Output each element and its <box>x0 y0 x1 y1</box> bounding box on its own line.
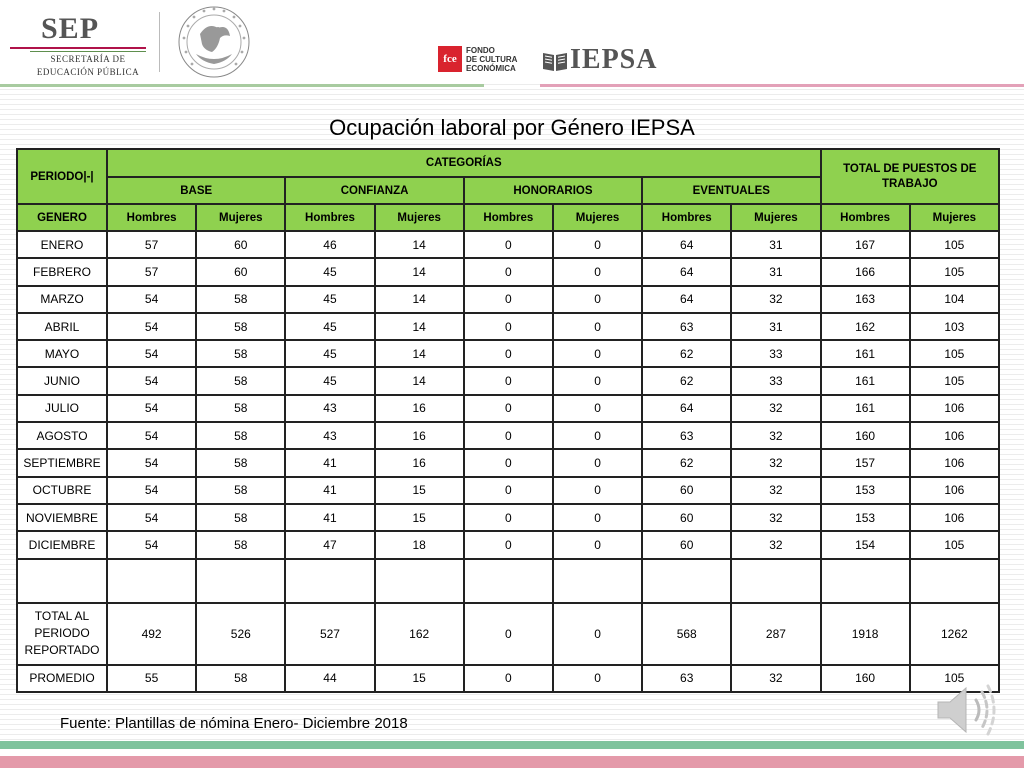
value-cell: 0 <box>553 449 642 476</box>
period-cell: JULIO <box>17 395 107 422</box>
table-row <box>17 477 999 504</box>
value-cell: 62 <box>642 449 731 476</box>
value-cell: 58 <box>196 367 285 394</box>
fce-line3: ECONÓMICA <box>466 64 516 73</box>
value-cell: 0 <box>553 286 642 313</box>
total-cell: 0 <box>464 603 553 665</box>
category-header: CONFIANZA <box>285 177 463 204</box>
period-cell: JUNIO <box>17 367 107 394</box>
value-cell: 15 <box>375 504 464 531</box>
category-header: BASE <box>107 177 285 204</box>
table-row <box>17 504 999 531</box>
total-cell: 527 <box>285 603 374 665</box>
value-cell: 0 <box>553 313 642 340</box>
speaker-icon[interactable] <box>934 680 1000 740</box>
value-cell: 45 <box>285 367 374 394</box>
employment-table <box>16 148 1000 693</box>
total-row <box>17 603 999 665</box>
value-cell: 58 <box>196 531 285 558</box>
value-cell: 106 <box>910 504 999 531</box>
value-cell: 0 <box>464 286 553 313</box>
value-cell: 160 <box>821 422 910 449</box>
value-cell: 162 <box>821 313 910 340</box>
value-cell: 0 <box>464 395 553 422</box>
table-row <box>17 449 999 476</box>
value-cell: 0 <box>464 231 553 258</box>
header-bar <box>0 0 1024 84</box>
empty-cell <box>553 559 642 603</box>
table-row <box>17 340 999 367</box>
value-cell: 105 <box>910 367 999 394</box>
gender-column-header: Mujeres <box>375 204 464 231</box>
value-cell: 0 <box>553 258 642 285</box>
iepsa-logo-text: IEPSA <box>570 44 658 75</box>
value-cell: 14 <box>375 286 464 313</box>
value-cell: 105 <box>910 531 999 558</box>
gender-column-header: Hombres <box>285 204 374 231</box>
value-cell: 41 <box>285 449 374 476</box>
empty-cell <box>375 559 464 603</box>
value-cell: 32 <box>731 504 820 531</box>
value-cell: 54 <box>107 531 196 558</box>
period-cell: MARZO <box>17 286 107 313</box>
promedio-cell: 55 <box>107 665 196 692</box>
value-cell: 33 <box>731 340 820 367</box>
table-row <box>17 313 999 340</box>
value-cell: 64 <box>642 395 731 422</box>
value-cell: 14 <box>375 340 464 367</box>
total-label: TOTAL AL PERIODO REPORTADO <box>17 603 107 665</box>
mexican-national-seal-icon <box>174 4 254 80</box>
total-cell: 492 <box>107 603 196 665</box>
value-cell: 0 <box>553 367 642 394</box>
value-cell: 45 <box>285 286 374 313</box>
value-cell: 0 <box>553 395 642 422</box>
total-cell: 1918 <box>821 603 910 665</box>
value-cell: 58 <box>196 504 285 531</box>
fce-line2: DE CULTURA <box>466 55 518 64</box>
value-cell: 54 <box>107 477 196 504</box>
source-note: Fuente: Plantillas de nómina Enero- Diciembre 2018 <box>60 715 408 732</box>
promedio-cell: 32 <box>731 665 820 692</box>
open-book-icon <box>542 50 568 72</box>
value-cell: 31 <box>731 313 820 340</box>
gender-column-header: Mujeres <box>731 204 820 231</box>
value-cell: 0 <box>553 504 642 531</box>
value-cell: 161 <box>821 367 910 394</box>
category-header: EVENTUALES <box>642 177 820 204</box>
sep-logo-rule-green <box>30 51 146 52</box>
empty-cell <box>17 559 107 603</box>
value-cell: 32 <box>731 531 820 558</box>
value-cell: 43 <box>285 395 374 422</box>
period-cell: ENERO <box>17 231 107 258</box>
value-cell: 166 <box>821 258 910 285</box>
value-cell: 16 <box>375 449 464 476</box>
sep-logo-title: SEP <box>41 12 100 45</box>
value-cell: 58 <box>196 395 285 422</box>
value-cell: 57 <box>107 231 196 258</box>
value-cell: 18 <box>375 531 464 558</box>
header-line-green <box>0 84 484 87</box>
table-row <box>17 231 999 258</box>
value-cell: 46 <box>285 231 374 258</box>
categorias-header: CATEGORÍAS <box>107 149 821 177</box>
empty-cell <box>642 559 731 603</box>
gender-column-header: Mujeres <box>910 204 999 231</box>
period-cell: ABRIL <box>17 313 107 340</box>
value-cell: 32 <box>731 395 820 422</box>
total-cell: 1262 <box>910 603 999 665</box>
value-cell: 103 <box>910 313 999 340</box>
value-cell: 41 <box>285 504 374 531</box>
period-cell: OCTUBRE <box>17 477 107 504</box>
total-cell: 0 <box>553 603 642 665</box>
empty-cell <box>196 559 285 603</box>
fce-logo-text <box>466 46 517 73</box>
promedio-cell: 44 <box>285 665 374 692</box>
value-cell: 0 <box>464 367 553 394</box>
period-cell: NOVIEMBRE <box>17 504 107 531</box>
total-header: TOTAL DE PUESTOS DE TRABAJO <box>821 149 1000 204</box>
value-cell: 0 <box>464 313 553 340</box>
value-cell: 163 <box>821 286 910 313</box>
period-cell: DICIEMBRE <box>17 531 107 558</box>
value-cell: 31 <box>731 231 820 258</box>
value-cell: 14 <box>375 258 464 285</box>
value-cell: 16 <box>375 395 464 422</box>
value-cell: 60 <box>642 477 731 504</box>
value-cell: 0 <box>464 449 553 476</box>
value-cell: 161 <box>821 395 910 422</box>
sep-subtitle-line1: SECRETARÍA DE <box>50 54 126 64</box>
value-cell: 45 <box>285 258 374 285</box>
value-cell: 43 <box>285 422 374 449</box>
table-header-row <box>17 149 999 177</box>
value-cell: 33 <box>731 367 820 394</box>
value-cell: 14 <box>375 367 464 394</box>
promedio-cell: 63 <box>642 665 731 692</box>
empty-cell <box>910 559 999 603</box>
value-cell: 54 <box>107 340 196 367</box>
period-cell: SEPTIEMBRE <box>17 449 107 476</box>
value-cell: 32 <box>731 286 820 313</box>
table-row <box>17 367 999 394</box>
period-cell: FEBRERO <box>17 258 107 285</box>
value-cell: 62 <box>642 340 731 367</box>
value-cell: 54 <box>107 504 196 531</box>
gender-column-header: Mujeres <box>196 204 285 231</box>
value-cell: 105 <box>910 340 999 367</box>
value-cell: 105 <box>910 258 999 285</box>
value-cell: 57 <box>107 258 196 285</box>
value-cell: 60 <box>642 531 731 558</box>
value-cell: 62 <box>642 367 731 394</box>
empty-cell <box>731 559 820 603</box>
period-cell: AGOSTO <box>17 422 107 449</box>
gender-column-header: Hombres <box>107 204 196 231</box>
table-row <box>17 422 999 449</box>
value-cell: 63 <box>642 313 731 340</box>
value-cell: 0 <box>464 258 553 285</box>
promedio-cell: 160 <box>821 665 910 692</box>
empty-row <box>17 559 999 603</box>
value-cell: 106 <box>910 395 999 422</box>
genero-header: GENERO <box>17 204 107 231</box>
value-cell: 106 <box>910 477 999 504</box>
sep-logo-subtitle <box>28 53 148 79</box>
table-row <box>17 286 999 313</box>
sep-subtitle-line2: EDUCACIÓN PÚBLICA <box>36 67 140 77</box>
value-cell: 0 <box>464 422 553 449</box>
iepsa-logo <box>542 44 662 76</box>
value-cell: 60 <box>642 504 731 531</box>
value-cell: 54 <box>107 313 196 340</box>
total-cell: 526 <box>196 603 285 665</box>
value-cell: 32 <box>731 422 820 449</box>
promedio-cell: 15 <box>375 665 464 692</box>
value-cell: 64 <box>642 286 731 313</box>
value-cell: 106 <box>910 449 999 476</box>
value-cell: 47 <box>285 531 374 558</box>
value-cell: 0 <box>553 477 642 504</box>
value-cell: 54 <box>107 286 196 313</box>
total-cell: 162 <box>375 603 464 665</box>
value-cell: 58 <box>196 449 285 476</box>
value-cell: 104 <box>910 286 999 313</box>
value-cell: 60 <box>196 231 285 258</box>
period-cell: MAYO <box>17 340 107 367</box>
value-cell: 60 <box>196 258 285 285</box>
total-cell: 568 <box>642 603 731 665</box>
header-divider <box>159 12 160 72</box>
fce-line1: FONDO <box>466 46 495 55</box>
value-cell: 14 <box>375 231 464 258</box>
value-cell: 58 <box>196 286 285 313</box>
value-cell: 41 <box>285 477 374 504</box>
value-cell: 54 <box>107 395 196 422</box>
value-cell: 153 <box>821 504 910 531</box>
value-cell: 0 <box>464 504 553 531</box>
value-cell: 106 <box>910 422 999 449</box>
gender-column-header: Hombres <box>464 204 553 231</box>
value-cell: 153 <box>821 477 910 504</box>
sep-logo <box>6 6 146 76</box>
value-cell: 54 <box>107 449 196 476</box>
gender-column-header: Mujeres <box>553 204 642 231</box>
value-cell: 16 <box>375 422 464 449</box>
value-cell: 45 <box>285 340 374 367</box>
value-cell: 58 <box>196 340 285 367</box>
month-rows <box>17 231 999 559</box>
value-cell: 157 <box>821 449 910 476</box>
promedio-cell: 105 <box>910 665 999 692</box>
empty-cell <box>821 559 910 603</box>
value-cell: 54 <box>107 422 196 449</box>
value-cell: 58 <box>196 422 285 449</box>
gender-header-row <box>17 204 999 231</box>
value-cell: 58 <box>196 313 285 340</box>
promedio-label: PROMEDIO <box>17 665 107 692</box>
footer-band-green <box>0 741 1024 749</box>
value-cell: 31 <box>731 258 820 285</box>
value-cell: 54 <box>107 367 196 394</box>
table-row <box>17 531 999 558</box>
table-row <box>17 395 999 422</box>
promedio-cell: 58 <box>196 665 285 692</box>
value-cell: 0 <box>553 422 642 449</box>
value-cell: 0 <box>464 477 553 504</box>
value-cell: 64 <box>642 258 731 285</box>
value-cell: 154 <box>821 531 910 558</box>
promedio-cell: 0 <box>553 665 642 692</box>
gender-column-header: Hombres <box>642 204 731 231</box>
value-cell: 32 <box>731 449 820 476</box>
table-row <box>17 258 999 285</box>
gender-column-header: Hombres <box>821 204 910 231</box>
value-cell: 15 <box>375 477 464 504</box>
value-cell: 14 <box>375 313 464 340</box>
category-header: HONORARIOS <box>464 177 642 204</box>
value-cell: 45 <box>285 313 374 340</box>
empty-cell <box>464 559 553 603</box>
fce-logo-mark: fce <box>438 46 462 72</box>
total-cell: 287 <box>731 603 820 665</box>
value-cell: 0 <box>464 531 553 558</box>
sep-logo-rule-red <box>10 47 146 49</box>
value-cell: 0 <box>553 340 642 367</box>
value-cell: 167 <box>821 231 910 258</box>
fce-logo <box>438 46 522 74</box>
footer-band-pink <box>0 756 1024 768</box>
page-title: Ocupación laboral por Género IEPSA <box>329 115 695 140</box>
value-cell: 64 <box>642 231 731 258</box>
promedio-row <box>17 665 999 692</box>
empty-cell <box>107 559 196 603</box>
value-cell: 105 <box>910 231 999 258</box>
empty-cell <box>285 559 374 603</box>
value-cell: 0 <box>464 340 553 367</box>
value-cell: 63 <box>642 422 731 449</box>
header-line-pink <box>540 84 1024 87</box>
value-cell: 161 <box>821 340 910 367</box>
promedio-cell: 0 <box>464 665 553 692</box>
value-cell: 58 <box>196 477 285 504</box>
periodo-header: PERIODO|-| <box>17 149 107 204</box>
value-cell: 32 <box>731 477 820 504</box>
value-cell: 0 <box>553 231 642 258</box>
value-cell: 0 <box>553 531 642 558</box>
